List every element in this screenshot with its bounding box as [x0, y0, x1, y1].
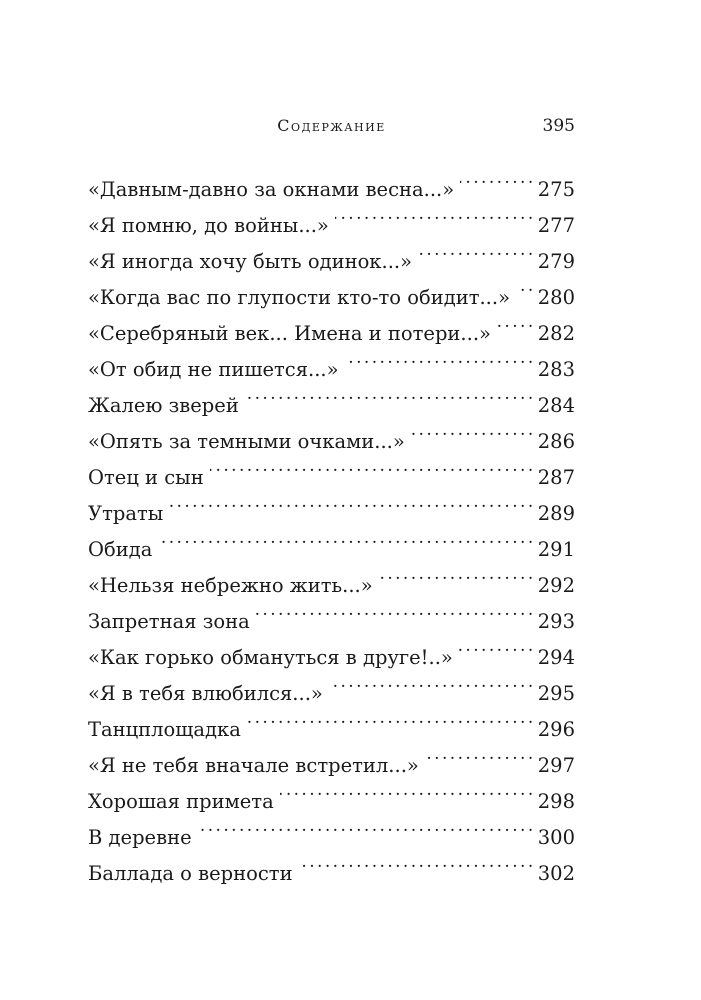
dot-leader [247, 700, 532, 736]
toc-entry [88, 556, 575, 597]
dot-leader [459, 628, 532, 664]
toc-entry-title: «Когда вас по глупости кто-то обидит...» [88, 286, 511, 309]
toc-entry-title: Баллада о верности [88, 862, 293, 885]
dot-leader [345, 340, 532, 376]
dot-leader [299, 844, 532, 880]
toc-entry-title: «Давным-давно за окнами весна...» [88, 178, 455, 201]
toc-entry-page: 292 [537, 574, 575, 597]
toc-entry-title: «Я в тебя влюбился...» [88, 682, 323, 705]
toc-entry-title: Жалею зверей [88, 394, 239, 417]
page-number: 395 [542, 116, 575, 136]
toc-entry-page: 291 [537, 538, 575, 561]
dot-leader [460, 160, 532, 196]
toc-entry-title: Обида [88, 538, 153, 561]
toc-entry-page: 286 [537, 430, 575, 453]
toc-entry-title: Отец и сын [88, 466, 204, 489]
toc-entry-title: «Я иногда хочу быть одинок...» [88, 250, 413, 273]
dot-leader [425, 736, 532, 772]
toc-entry-title: «Нельзя небрежно жить...» [88, 574, 373, 597]
dot-leader [335, 196, 532, 232]
dot-leader [256, 592, 532, 628]
toc-entry-title: «Опять за темными очками...» [88, 430, 405, 453]
dot-leader [198, 808, 532, 844]
toc-entry-page: 296 [537, 718, 575, 741]
toc-entry-page: 297 [537, 754, 575, 777]
toc-entry-title: «Серебряный век... Имена и потери...» [88, 322, 491, 345]
dot-leader [418, 232, 532, 268]
toc-entry [88, 160, 575, 201]
toc-entry-title: В деревне [88, 826, 192, 849]
toc-entry-title: Запретная зона [88, 610, 250, 633]
toc-entry-title: Танцплощадка [88, 718, 241, 741]
toc-entry-page: 277 [537, 214, 575, 237]
toc-entry-title: Утраты [88, 502, 164, 525]
toc-entry-title: «Как горько обмануться в друге!..» [88, 646, 453, 669]
toc-entry-page: 283 [537, 358, 575, 381]
toc-entry-page: 279 [537, 250, 575, 273]
dot-leader [158, 520, 531, 556]
toc-entry-page: 293 [537, 610, 575, 633]
toc-entry-page: 280 [537, 286, 575, 309]
toc-entry-page: 302 [537, 862, 575, 885]
dot-leader [379, 556, 532, 592]
toc-entry-page: 284 [537, 394, 575, 417]
dot-leader [516, 268, 532, 304]
toc-entry-title: «Я не тебя вначале встретил...» [88, 754, 419, 777]
toc-entry-page: 294 [537, 646, 575, 669]
running-header [88, 116, 575, 142]
dot-leader [329, 664, 532, 700]
toc-entry-page: 289 [537, 502, 575, 525]
toc-entry-page: 287 [537, 466, 575, 489]
dot-leader [245, 376, 532, 412]
dot-leader [411, 412, 532, 448]
toc-entry-page: 282 [537, 322, 575, 345]
dot-leader [497, 304, 532, 340]
page-title: Содержание [277, 116, 386, 135]
toc-entry-page: 295 [537, 682, 575, 705]
toc-entry [88, 520, 575, 561]
toc-entry-page: 275 [537, 178, 575, 201]
toc-entry-title: Хорошая примета [88, 790, 274, 813]
dot-leader [210, 448, 532, 484]
toc-entry-page: 300 [537, 826, 575, 849]
dot-leader [280, 772, 532, 808]
toc-entry-title: «От обид не пишется...» [88, 358, 339, 381]
toc-entry-title: «Я помню, до войны...» [88, 214, 329, 237]
toc-entry-page: 298 [537, 790, 575, 813]
dot-leader [169, 484, 531, 520]
table-of-contents [88, 160, 575, 885]
